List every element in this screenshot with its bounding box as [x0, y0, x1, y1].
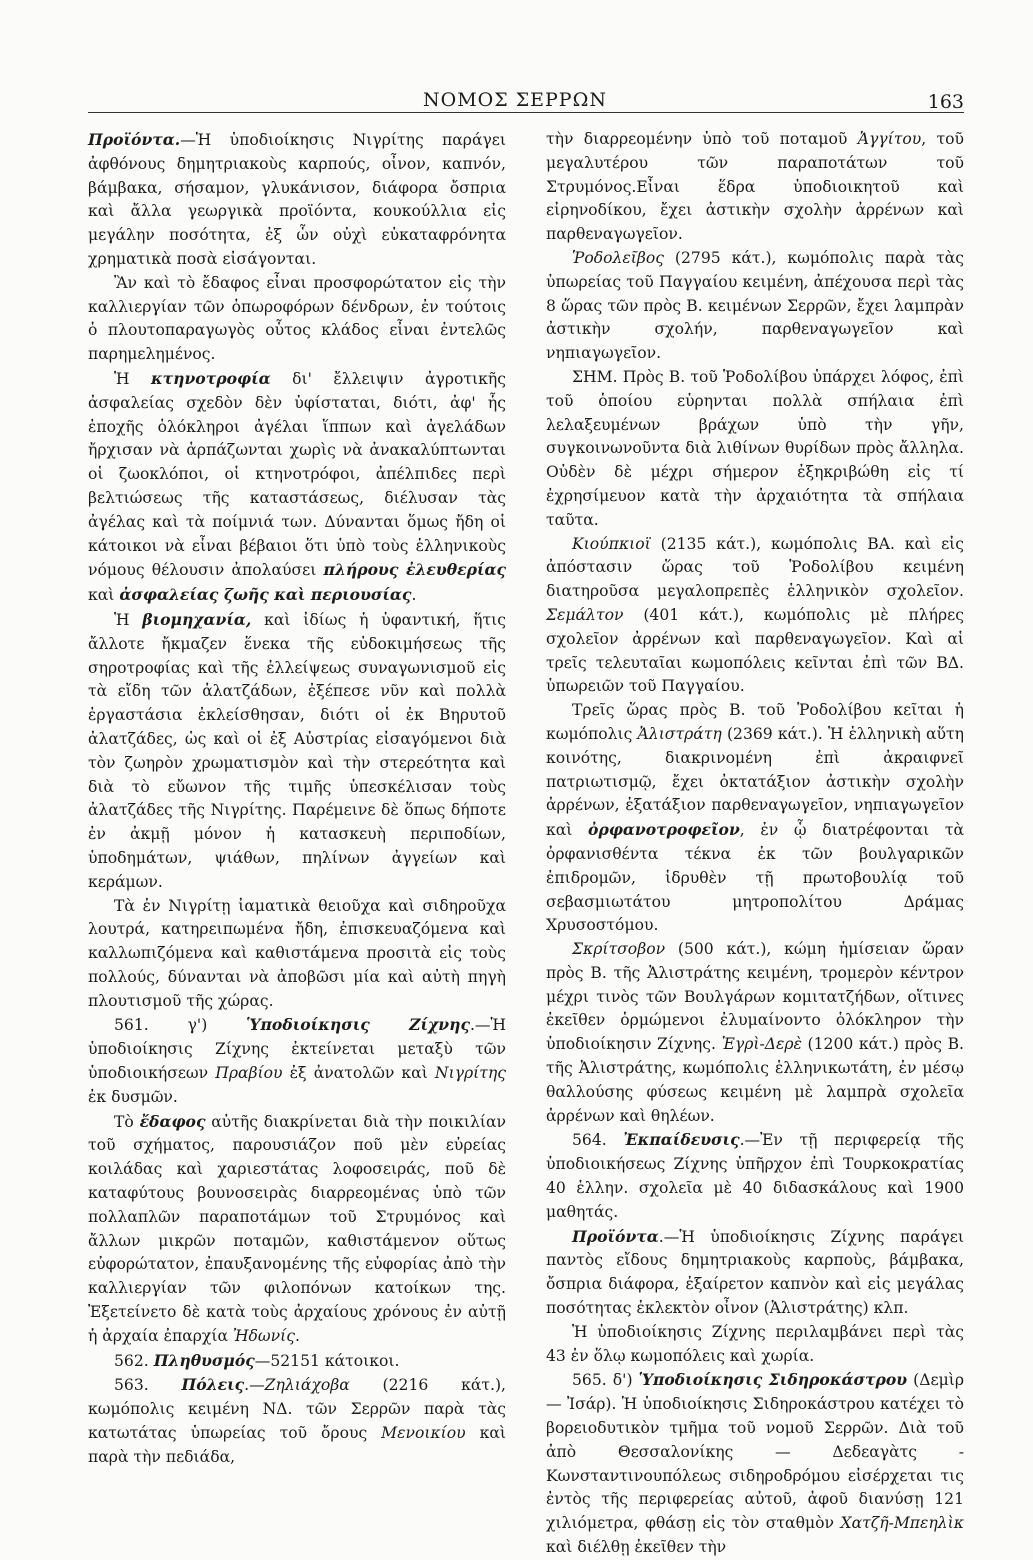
paragraph-baths: Τὰ ἐν Νιγρίτῃ ἰαματικὰ θειοῦχα καὶ σιδηροῦχα λουτρά, κατηρειπωμένα ἤδη, ἐπισκευαζόμενα καὶ καλλωπιζόμενα καὶ καθιστάμενα προσιτὰ εἰς τοὺς πολλούς, δύνανται νὰ ἀποβῶσι μία καὶ αὐτὴ πηγὴ πλουτισμοῦ τῆς χώρας. [88, 896, 506, 1010]
paragraph-terrain: Τὸ ἔδαφος αὐτῆς διακρίνεται διὰ τὴν ποικιλίαν τοῦ σχήματος, παρουσιάζον ποῦ μὲν εὐρείας κοιλάδας καὶ χαριεστάτας λοφοσειράς, ποῦ δὲ καταφύτους βουνοσειρὰς διαρρεομένας ὑπὸ τῶν πολλαπλῶν παραποτάμων τοῦ Στρυμόνος καὶ ἄλλων μικρῶν ποταμῶν, καθιστάμενον οὕτως εὐφορώτατον, ἐπαυξανομένης τῆς εὐφορίας ἀπὸ τὴν καλλιεργίαν τῶν φιλοπόνων κατοίκων της. Ἐξετείνετο δὲ κατὰ τοὺς ἀρχαίους χρόνους ἐν αὐτῇ ἡ ἀρχαία ἐπαρχία Ἠδωνίς. [88, 1111, 506, 1345]
right-column [546, 128, 964, 1560]
heading-products: Προϊόντα. [88, 130, 181, 149]
paragraph-565-sidirokastro: 565. δ') Ὑποδιοίκησις Σιδηροκάστρου (Δεμὶρ — Ἰσάρ). Ἡ ὑποδιοίκησις Σιδηροκάστρου κατέχει τὸ βορειοδυτικὸν τμῆμα τοῦ νομοῦ Σερρῶν. Διὰ τοῦ ἀπὸ Θεσσαλονίκης — Δεδεαγὰτς - Κωνσταντινουπόλεως σιδηροδρόμου εἰσέρχεται τις ἐντὸς τῆς περιφερείας αὐτοῦ, ἀφοῦ διανύσῃ 121 χιλιόμετρα, φθάσῃ εἰς τὸν σταθμὸν Χατζῆ-Μπεηλὶκ καὶ διέλθῃ ἐκεῖθεν τὴν [546, 1370, 964, 1557]
paragraph-kioupkioi: Κιούπκιοϊ (2135 κάτ.), κωμόπολις ΒΑ. καὶ εἰς ἀπόστασιν ὥρας τοῦ Ῥοδολίβου κειμένη διατηροῦσα μεγαλοπρεπὲς ἑλληνικὸν σχολεῖον. Σεμάλτον (401 κάτ.), κωμόπολις μὲ πλήρες σχολεῖον ἀρρένων καὶ παρθεναγωγεῖον. Καὶ αἱ τρεῖς τελευταῖαι κωμοπόλεις κεῖνται ἐπὶ τῶν ΒΔ. ὑπωρειῶν τοῦ Παγγαίου. [546, 534, 964, 696]
paragraph-soil: Ἂν καὶ τὸ ἔδαφος εἶναι προσφορώτατον εἰς τὴν καλλιεργίαν τῶν ὀπωροφόρων δένδρων, ἐν τούτοις ὁ πλουτοπαραγωγὸς οὗτος κλάδος εἶναι ἐντελῶς παρημελημένος. [88, 273, 506, 364]
paragraph-industry: Ἡ βιομηχανία, καὶ ἰδίως ἡ ὑφαντική, ἥτις ἄλλοτε ἤκμαζεν ἕνεκα τῆς εὐδοκιμήσεως τῆς σηροτροφίας καὶ τῆς ἐλλείψεως συναγωνισμοῦ εἰς τὰ εἴδη τῶν ἀλατζάδων, ἐξέπεσε νῦν καὶ πολλὰ ἐργαστάσια ἐκλείσθησαν, διότι οἱ ἐκ Βηρυτοῦ ἀλατζάδες, ὡς καὶ οἱ ἐξ Αὐστρίας εἰσαγόμενοι διὰ τὸν ζωηρὸν χρωματισμὸν καὶ τὴν στερεότητα καὶ διὰ τὸ εὔωνον τῆς τιμῆς ὑπεσκέλισαν τοὺς ἀλατζάδες τῆς Νιγρίτης. Παρέμεινε δὲ ὅπως δήποτε ἐν ἀκμῇ μόνον ἡ κατασκευὴ περιποδίων, ὑποδημάτων, ψιάθων, πηλίνων ἀγγείων καὶ κεράμων. [88, 609, 506, 891]
paragraph-skritsovon: Σκρίτσοβον (500 κάτ.), κώμη ἡμίσειαν ὥραν πρὸς Β. τῆς Ἀλιστράτης κειμένη, τρομερὸν κέντρον μέχρι τινὸς τῶν Βουλγάρων κομιτατζήδων, οἵτινες ἐκεῖθεν ὁρμώμενοι ἐλυμαίνοντο ὁλόκληρον τὴν ὑποδιοίκησιν Ζίχνης. Ἐγρὶ-Δερὲ (1200 κάτ.) πρὸς Β. τῆς Ἀλιστράτης, κωμόπολις ἑλληνικωτάτη, ἐν μέσῳ θαλλούσης φύσεως κειμένη μὲ λαμπρὰ σχολεῖα ἀρρένων καὶ θηλέων. [546, 940, 964, 1125]
paragraph-villages: Ἡ ὑποδιοίκησις Ζίχνης περιλαμβάνει περὶ τὰς 43 ἐν ὅλῳ κωμοπόλεις καὶ χωρία. [546, 1322, 964, 1365]
paragraph-products-nigrita: Προϊόντα.—Ἡ ὑποδιοίκησις Νιγρίτης παράγει ἀφθόνους δημητριακοὺς καρπούς, οἶνον, καπνόν, βάμβακα, σήσαμον, γλυκάνισον, διάφορα ὄσπρια καὶ ἄλλα γεωργικὰ προϊόντα, κουκούλλια εἰς μεγάλην ποσότητα, ἐξ ὧν οὐχὶ εὐκαταφρόνητα χρηματικὰ ποσὰ εἰσάγονται. [88, 130, 506, 268]
paragraph-alistrati: Τρεῖς ὥρας πρὸς Β. τοῦ Ῥοδολίβου κεῖται ἡ κωμόπολις Ἀλιστράτη (2369 κάτ.). Ἡ ἑλληνικὴ αὕτη κοινότης, διακρινομένη ἐπὶ ἀκραιφνεῖ πατριωτισμῷ, ἔχει ὀκτατάξιον ἀστικὴν σχολὴν ἀρρένων, ἐξατάξιον παρθεναγωγεῖον, νηπιαγωγεῖον καὶ ὀρφανοτροφεῖον, ἐν ᾧ διατρέφονται τὰ ὀρφανισθέντα τέκνα ἐκ τῶν βουλγαρικῶν ἐπιδρομῶν, ἱδρυθὲν τῇ πρωτοβουλίᾳ τοῦ σεβασμιωτάτου μητροπολίτου Δράμας Χρυσοστόμου. [546, 701, 964, 935]
paragraph-rodolivos: Ῥοδολεῖβος (2795 κάτ.), κωμόπολις παρὰ τὰς ὑπωρείας τοῦ Παγγαίου κειμένη, ἀπέχουσα περὶ τὰς 8 ὥρας τῶν πρὸς Β. κειμένων Σερρῶν, ἔχει λαμπρὰν ἀστικὴν σχολήν, παρθεναγωγεῖον καὶ νηπιαγωγεῖον. [546, 248, 964, 363]
paragraph-products-zichni: Προϊόντα.—Ἡ ὑποδιοίκησις Ζίχνης παράγει παντὸς εἴδους δημητριακοὺς καρποὺς, βάμβακα, ὄσπρια διάφορα, ἐξαίρετον καπνὸν καὶ εἰς μεγάλας ποσότητας ἐκλεκτὸν οἶνον (Ἀλιστράτης) κλπ. [546, 1226, 964, 1318]
paragraph-561-zichni: 561. γ') Ὑποδιοίκησις Ζίχνης.—Ἡ ὑποδιοίκησις Ζίχνης ἐκτείνεται μεταξὺ τῶν ὑποδιοικήσεων Πραβίου ἐξ ἀνατολῶν καὶ Νιγρίτης ἐκ δυσμῶν. [88, 1015, 506, 1106]
paragraph-564-education: 564. Ἐκπαίδευσις.—Ἐν τῇ περιφερείᾳ τῆς ὑποδιοικήσεως Ζίχνης ὑπῆρχον ἐπὶ Τουρκοκρατίας 40 ἑλλην. σχολεῖα μὲ 40 διδασκάλους καὶ 1900 μαθητάς. [546, 1130, 965, 1221]
paragraph-continuation: τὴν διαρρεομένην ὑπὸ τοῦ ποταμοῦ Ἀγγίτου, τοῦ μεγαλυτέρου τῶν παραποτάτων τοῦ Στρυμόνος.Εἶναι ἕδρα ὑποδιοικητοῦ καὶ εἰρηνοδίκου, ἔχει ἀστικὴν σχολὴν ἀρρένων καὶ παρθεναγωγεῖον. [546, 130, 964, 244]
left-column [88, 128, 506, 1470]
running-header: ΝΟΜΟΣ ΣΕΡΡΩΝ [423, 89, 607, 111]
paragraph-562-population: 562. Πληθυσμός—52151 κάτοικοι. [114, 1350, 400, 1370]
page-number: 163 [927, 91, 964, 113]
header-rule [88, 112, 964, 113]
paragraph-livestock: Ἡ κτηνοτροφία δι' ἔλλειψιν ἀγροτικῆς ἀσφαλείας σχεδὸν δὲν ὑφίσταται, διότι, ἀφ' ἧς ἐποχῆς ὁλόκληροι ἀγέλαι ἵππων καὶ ἀγελάδων ἤρχισαν νὰ ἁρπάζωνται χωρὶς νὰ ἀνακαλύπτωνται οἱ ζωοκλόποι, οἱ κτηνοτρόφοι, ἀπέλπιδες περὶ βελτιώσεως τῆς καταστάσεως, διέλυσαν τὰς ἀγέλας καὶ τὰ ποίμνιά των. Δύνανται ὅμως ἤδη οἱ κάτοικοι νὰ εἶναι βέβαιοι ὅτι ὑπὸ τοὺς ἑλληνικοὺς νόμους θέλουσιν ἀπολαύσει πλήρους ἐλευθερίας καὶ ἀσφαλείας ζωῆς καὶ περιουσίας. [88, 368, 506, 605]
paragraph-563-towns: 563. Πόλεις.—Ζηλιάχοβα (2216 κάτ.), κωμόπολις κειμένη ΝΔ. τῶν Σερρῶν παρὰ τὰς κατωτάτας ὑπωρείας τοῦ ὄρους Μενοικίου καὶ παρὰ τὴν πεδιάδα, [88, 1375, 506, 1466]
paragraph-note-caves: ΣΗΜ. Πρὸς Β. τοῦ Ῥοδολίβου ὑπάρχει λόφος, ἐπὶ τοῦ ὁποίου εὑρηνται πολλὰ σπήλαια ἐπὶ λελαξευμένων βράχων ὑπὸ τὴν γῆν, συγκοινωνοῦντα διὰ λιθίνων θυρίδων πρὸς ἄλληλα. Οὐδὲν δὲ μέχρι σήμερον ἐξηκριβώθη εἰς τί ἐχρησίμευον κατὰ τὴν ἀρχαιότητα τὰ σπήλαια ταῦτα. [546, 367, 964, 529]
